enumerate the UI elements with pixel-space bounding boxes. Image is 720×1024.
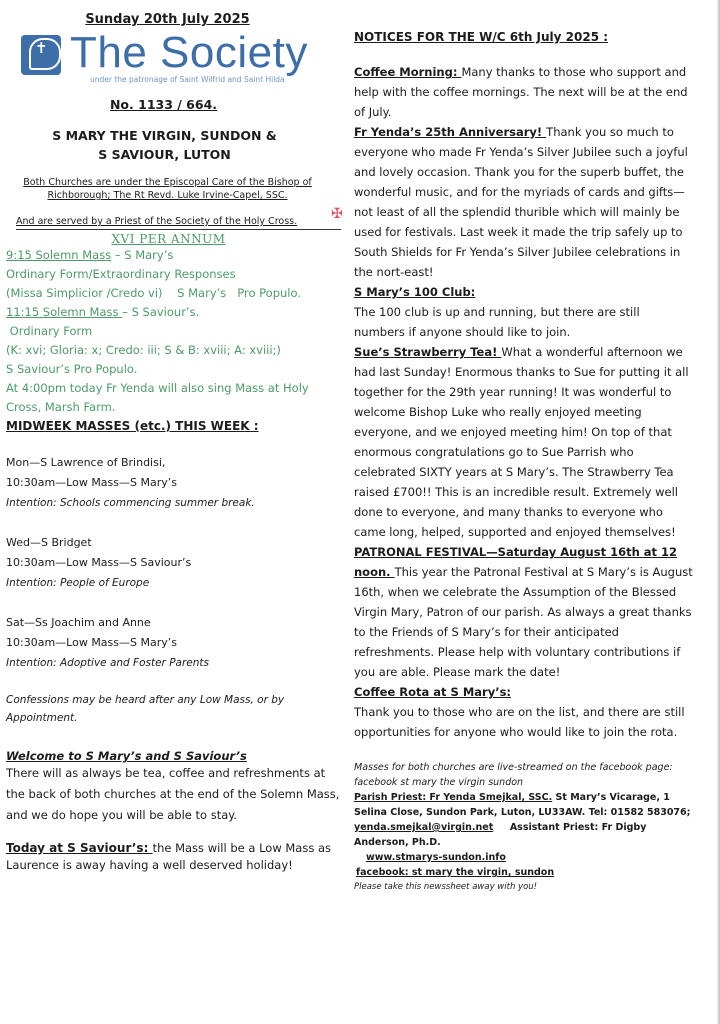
parish-priest: Parish Priest: Fr Yenda Smejkal, SSC.	[354, 792, 553, 803]
notice-item: S Mary’s 100 Club: The 100 club is up and running, but there are still numbers if anyone should like to join.	[354, 285, 640, 339]
welcome-title: Welcome to S Mary’s and S Saviour’s	[6, 749, 247, 763]
mass2-time: 11:15 Solemn Mass	[6, 305, 123, 319]
confessions-note: Confessions may be heard after any Low Mass, or by Appointment.	[6, 694, 285, 724]
facebook-page-name: facebook st mary the virgin sundon	[354, 777, 524, 788]
mass1-time: 9:15 Solemn Mass	[6, 248, 112, 262]
take-away-note: Please take this newssheet away with you!	[354, 882, 538, 892]
notice-item: Sue’s Strawberry Tea! What a wonderful afternoon we had last Sunday! Enormous thanks to Sue for putting it all together for the 29th year running! It was wonderful to welcome Bishop Luke who really enjoyed meeting everyone, and we enjoyed meeting him! On top of that enormous congratulations go to Sue Parrish who celebrated SIXTY years at S Mary’s. The Strawberry Tea raised £700!! This is an incredible result. Extremely well done to everyone, and many thanks to everyone who came long, helped, supported and enjoyed themselves!	[354, 345, 689, 539]
notice-item: Coffee Rota at S Mary’s: Thank you to those who are on the list, and there are still opportunities for anyone who would like to join the rota.	[354, 685, 685, 739]
sunday-title: XVI PER ANNUM	[111, 232, 226, 246]
logo-title: The Society	[70, 28, 308, 77]
livestream-note: Masses for both churches are live-streamed on the facebook page:	[354, 762, 673, 773]
mass1-setting: (Missa Simplicior /Credo vi) S Mary’s Pro Populo.	[6, 286, 301, 300]
midweek-item: Sat—Ss Joachim and Anne 10:30am—Low Mass—S Mary’s Intention: Adoptive and Foster Parents	[6, 616, 209, 669]
website-link[interactable]: www.stmarys-sundon.info	[366, 852, 506, 863]
midweek-title: MIDWEEK MASSES (etc.) THIS WEEK :	[6, 419, 259, 433]
today-notice: Today at S Saviour’s: the Mass will be a Low Mass as Laurence is away having a well deserved holiday!	[6, 841, 332, 872]
email-link[interactable]: yenda.smejkal@virgin.net	[354, 822, 494, 833]
midweek-item: Mon—S Lawrence of Brindisi, 10:30am—Low Mass—S Mary’s Intention: Schools commencing summer break.	[6, 456, 255, 509]
sunday-masses: 9:15 Solemn Mass – S Mary’s Ordinary Form/Extraordinary Responses (Missa Simplicior /Credo vi) S Mary’s Pro Populo. 11:15 Solemn Mass – S Saviour’s. Ordinary Form (K: xvi; Gloria: x; Credo: iii; S & B: xviii; A: xviii;) S Saviour’s Pro Populo. At 4:00pm today Fr Yenda will also sing Mass at Holy Cross, Marsh Farm.	[6, 246, 341, 417]
notice-item: PATRONAL FESTIVAL—Saturday August 16th at 12 noon. This year the Patronal Festival at S Mary’s is August 16th, when we celebrate the Assumption of the Blessed Virgin Mary, Patron of our parish. As always a great thanks to the Friends of S Mary’s for their anticipated refreshments. Please help with voluntary contributions if you are able. Please mark the date!	[354, 545, 693, 679]
mass2-setting: (K: xvi; Gloria: x; Credo: iii; S & B: xviii; A: xviii;)	[6, 343, 281, 357]
logo-subtitle: under the patronage of Saint Wilfrid and Saint Hilda	[90, 75, 285, 84]
episcopal-care: Both Churches are under the Episcopal Care of the Bishop of Richborough; The Rt Revd. Luke Irvine-Capel, SSC.	[23, 177, 312, 201]
notice-item: Fr Yenda’s 25th Anniversary! Thank you so much to everyone who made Fr Yenda’s Silver Jubilee such a joyful and lovely occasion. Thank you for the superb buffet, the wonderful music, and for the myriads of cards and gifts—not least of all the splendid thurible which will mainly be used for festivals. Last week it made the trip safely up to South Shields for Fr Yenda’s Silver Jubilee celebrations in the nort-east!	[354, 125, 688, 279]
notices-title: NOTICES FOR THE W/C 6th July 2025 :	[354, 30, 609, 44]
today-title: Today at S Saviour’s:	[6, 841, 153, 855]
society-logo	[6, 28, 341, 87]
facebook-link[interactable]: facebook: st mary the virgin, sundon	[356, 867, 555, 878]
left-column	[6, 12, 341, 874]
mass2-form: Ordinary Form	[6, 324, 93, 338]
served-by-line: And are served by a Priest of the Society of the Holy Cross. ✠	[16, 216, 341, 230]
notice-item: Coffee Morning: Many thanks to those who support and help with the coffee mornings. The next will be at the end of July.	[354, 65, 688, 119]
society-emblem-icon: ✝	[21, 35, 61, 75]
right-column	[354, 30, 694, 895]
church-names: S MARY THE VIRGIN, SUNDON & S SAVIOUR, LUTON	[52, 128, 277, 162]
midweek-item: Wed—S Bridget 10:30am—Low Mass—S Saviour’s Intention: People of Europe	[6, 536, 192, 589]
contact-footer	[354, 760, 694, 895]
newsletter-date: Sunday 20th July 2025	[85, 12, 250, 27]
extra-mass: At 4:00pm today Fr Yenda will also sing Mass at Holy Cross, Marsh Farm.	[6, 381, 309, 414]
mass1-form: Ordinary Form/Extraordinary Responses	[6, 267, 236, 281]
mass2-populo: S Saviour’s Pro Populo.	[6, 362, 138, 376]
contact-details: Parish Priest: Fr Yenda Smejkal, SSC. St Mary’s Vicarage, 1 Selina Close, Sundon Park, Luton, LU33AW. Tel: 01582 583076; yenda.smejkal@virgin.net Assistant Priest: Fr Digby Anderson, Ph.D.	[354, 792, 691, 848]
welcome-body: There will as always be tea, coffee and refreshments at the back of both churches at the end of the Solemn Mass, and we do hope you will be able to stay.	[6, 766, 340, 822]
midweek-list	[6, 453, 341, 673]
issue-number: No. 1133 / 664.	[109, 97, 218, 112]
holy-cross-icon: ✠	[331, 206, 343, 222]
